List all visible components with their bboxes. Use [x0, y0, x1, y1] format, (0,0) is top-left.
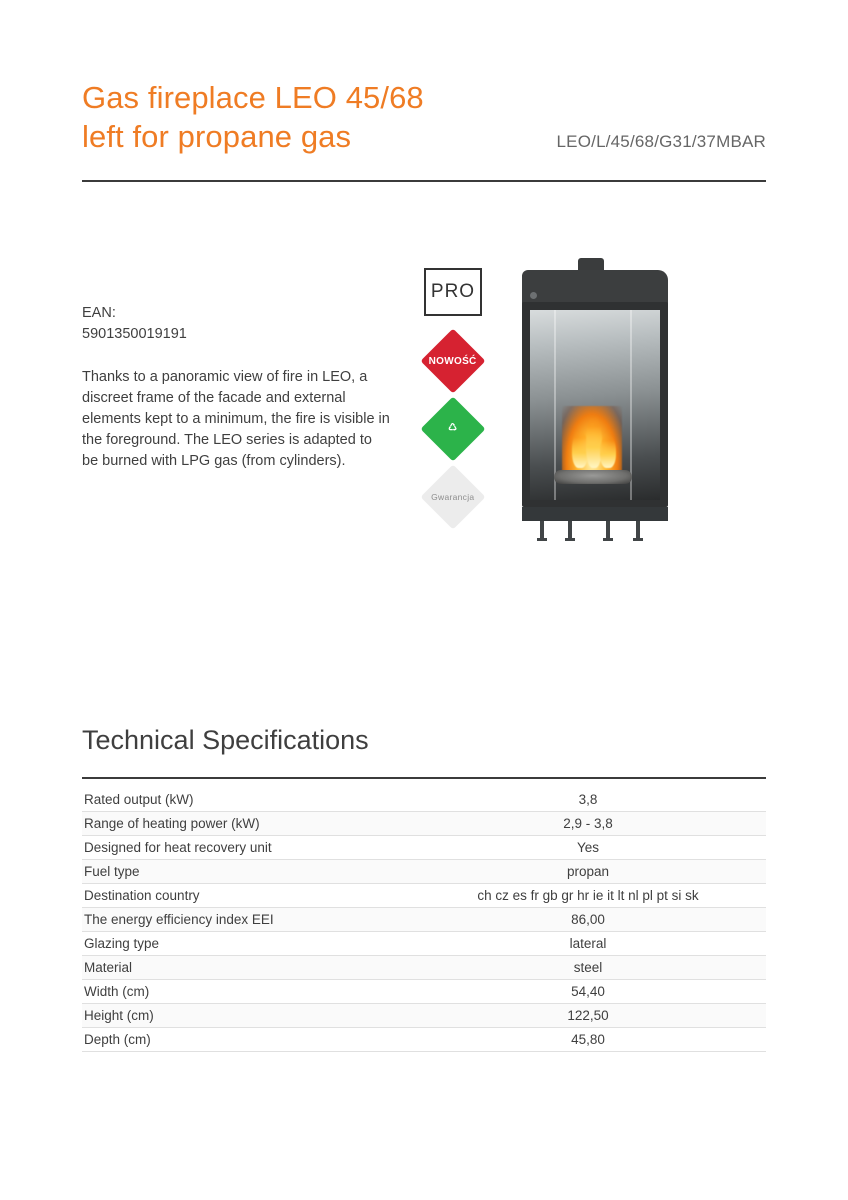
spec-key: Material	[82, 956, 412, 980]
spec-value: 122,50	[412, 1004, 766, 1028]
fireplace-leg	[568, 521, 572, 539]
page-title-line-2: left for propane gas	[82, 119, 352, 154]
specs-heading: Technical Specifications	[82, 725, 369, 755]
spec-key: Rated output (kW)	[82, 788, 412, 812]
flame	[600, 434, 616, 468]
table-row	[82, 956, 766, 980]
spec-key: Range of heating power (kW)	[82, 812, 412, 836]
spec-key: Destination country	[82, 884, 412, 908]
recycle-icon: ♺	[448, 422, 458, 434]
spec-key: Fuel type	[82, 860, 412, 884]
novelty-badge-icon	[420, 328, 485, 393]
spec-key: Width (cm)	[82, 980, 412, 1004]
table-row	[82, 980, 766, 1004]
table-row	[82, 788, 766, 812]
spec-value: ch cz es fr gb gr hr ie it lt nl pl pt si sk	[412, 884, 766, 908]
burner-stones	[554, 470, 632, 484]
header	[82, 78, 766, 156]
warranty-badge-icon	[420, 464, 485, 529]
table-row	[82, 884, 766, 908]
page-title-line-1: Gas fireplace LEO 45/68	[82, 80, 424, 115]
spec-key: The energy efficiency index EEI	[82, 908, 412, 932]
fireplace-leg	[636, 521, 640, 539]
fireplace-foot	[565, 538, 575, 541]
specs-table	[82, 788, 766, 1052]
fireplace-leg	[540, 521, 544, 539]
spec-value: Yes	[412, 836, 766, 860]
header-divider	[82, 180, 766, 182]
fireplace-foot	[603, 538, 613, 541]
pro-badge-label: PRO	[430, 281, 476, 302]
housing-knob	[530, 292, 537, 299]
fireplace-top-housing	[522, 270, 668, 306]
ean-label: EAN:	[82, 305, 116, 321]
badge-column	[424, 268, 486, 542]
spec-key: Designed for heat recovery unit	[82, 836, 412, 860]
table-row	[82, 908, 766, 932]
table-row	[82, 860, 766, 884]
spec-value: 86,00	[412, 908, 766, 932]
spec-value: 3,8	[412, 788, 766, 812]
table-row	[82, 836, 766, 860]
spec-value: 45,80	[412, 1028, 766, 1052]
spec-value: propan	[412, 860, 766, 884]
spec-key: Height (cm)	[82, 1004, 412, 1028]
fireplace-foot	[537, 538, 547, 541]
table-row	[82, 812, 766, 836]
spec-value: 54,40	[412, 980, 766, 1004]
fireplace-leg	[606, 521, 610, 539]
product-info	[82, 303, 392, 472]
fireplace-foot	[633, 538, 643, 541]
spec-value: lateral	[412, 932, 766, 956]
specs-divider	[82, 777, 766, 779]
product-code: LEO/L/45/68/G31/37MBAR	[556, 132, 766, 151]
spec-key: Depth (cm)	[82, 1028, 412, 1052]
table-row	[82, 1028, 766, 1052]
table-row	[82, 1004, 766, 1028]
ean-value: 5901350019191	[82, 326, 187, 342]
page-title	[82, 78, 424, 156]
product-description: Thanks to a panoramic view of fire in LEO, a discreet frame of the facade and external elements kept to a minimum, the fire is visible in the foreground. The LEO series is adapted to be burned with LPG gas (from cylinders).	[82, 369, 390, 469]
spec-key: Glazing type	[82, 932, 412, 956]
novelty-badge-label: NOWOŚĆ	[429, 355, 477, 367]
pro-badge-icon	[424, 268, 482, 316]
product-image	[510, 258, 680, 548]
fire-glow	[562, 406, 622, 476]
table-row	[82, 932, 766, 956]
recyclable-badge-icon	[420, 396, 485, 461]
flame	[586, 416, 602, 468]
spec-value: steel	[412, 956, 766, 980]
warranty-badge-label: Gwarancja	[431, 491, 475, 502]
fireplace-base	[522, 507, 668, 521]
spec-value: 2,9 - 3,8	[412, 812, 766, 836]
